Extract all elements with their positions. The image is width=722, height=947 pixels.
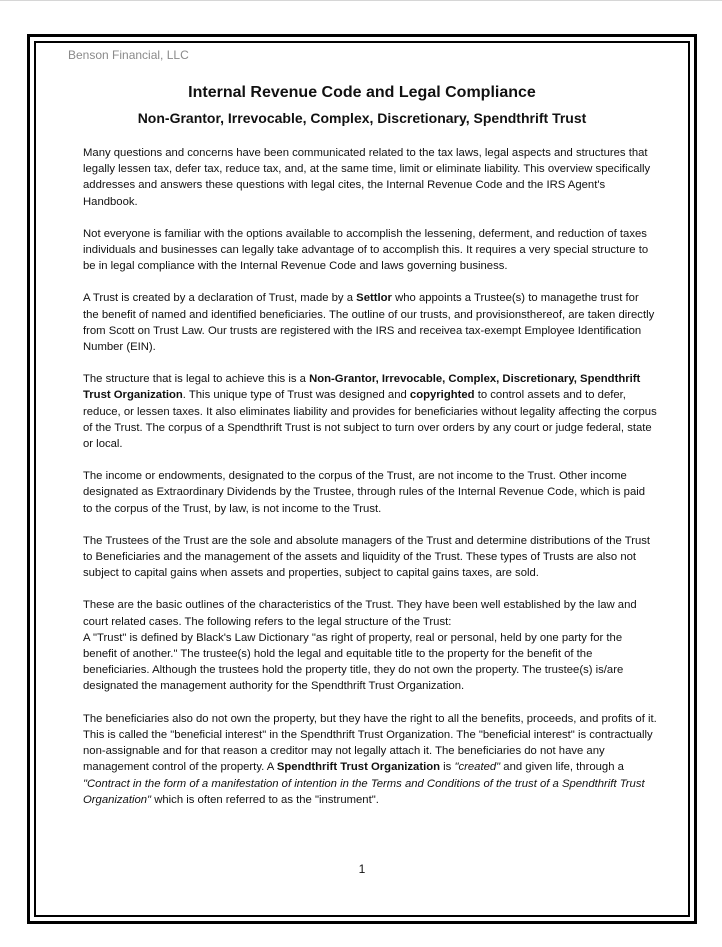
paragraph-income: The income or endowments, designated to the corpus of the Trust, are not income to the Trust. Other income designated as Extraordinary Dividends by the Trustee, through rules of the Internal Revenue Code, which is paid to the corpus of the Trust, by law, is not income to the Trust. [83, 470, 646, 515]
paragraph-beneficiaries: The beneficiaries also do not own the property, but they have the right to all the benefits, proceeds, and profits of it. This is called the "beneficial interest" in the Spendthrift Trust Organization. The "beneficial interest" is contractually non-assignable and for that reason a creditor may not legally attach it. The beneficiaries do not have any management control of the property. A Spendthrift Trust Organization is "created" and given life, through a "Contract in the form of a manifestation of intention in the Terms and Conditions of the trust of a Spendthrift Trust Organization" which is often referred to as the "instrument". [83, 712, 657, 806]
paragraph-characteristics: These are the basic outlines of the characteristics of the Trust. They have been well established by the law and court related cases. The following refers to the legal structure of the Trust: A "Trust" is defined by Black's Law Dictionary "as right of property, real or personal, held by one party for the benefit of another." The trustee(s) hold the legal and equitable title to the property for the benefit of the beneficiaries. Although the trustees hold the property title, they do not own the property. The trustee(s) is/are designated the management authority for the Spendthrift Trust Organization. [83, 599, 637, 693]
paragraph-trust-creation: A Trust is created by a declaration of Trust, made by a Settlor who appoints a Trustee(s) to managethe trust for the benefit of named and identified beneficiaries. The outline of our trusts, and provisionsthereof, are taken directly from Scott on Trust Law. Our trusts are registered with the IRS and receivea tax-exempt Employee Identification Number (EIN). [83, 292, 655, 354]
document-title: Internal Revenue Code and Legal Compliance [188, 84, 536, 101]
trust-type-term: Non-Grantor, Irrevocable, Complex, Discretionary, Spendthrift Trust Organization [83, 373, 641, 402]
document-body [83, 145, 657, 824]
paragraph-options: Not everyone is familiar with the options available to accomplish the lessening, deferment, and reduction of taxes individuals and businesses can legally take advantage of to accomplish this. It requires a very special structure to be in legal compliance with the Internal Revenue Code and laws governing business. [83, 227, 649, 273]
paragraph-intro: Many questions and concerns have been communicated related to the tax laws, legal aspects and structures that legally lessen tax, defer tax, reduce tax, and, at the same time, limit or eliminate liability. This overview specifically addresses and answers these questions with legal cites, the Internal Revenue Code and the IRS Agent's Handbook. [83, 147, 651, 208]
settlor-term: Settlor [356, 292, 392, 305]
contract-quote: "Contract in the form of a manifestation of intention in the Terms and Conditions of the trust of a Spendthrift Trust Organization" [83, 777, 645, 806]
company-name: Benson Financial, LLC [68, 48, 189, 62]
document-subtitle: Non-Grantor, Irrevocable, Complex, Discretionary, Spendthrift Trust [137, 110, 587, 126]
paragraph-trustees: The Trustees of the Trust are the sole and absolute managers of the Trust and determine distributions of the Trust to Beneficiaries and the management of the assets and liquidity of the Trust. These types of Trusts are also not subject to capital gains when assets and properties, subject to capital gains taxes, are sold. [83, 534, 651, 580]
spendthrift-term: Spendthrift Trust Organization [276, 761, 441, 774]
copyrighted-term: copyrighted [409, 389, 475, 402]
page-number: 1 [358, 862, 366, 876]
paragraph-structure: The structure that is legal to achieve this is a Non-Grantor, Irrevocable, Complex, Discretionary, Spendthrift Trust Organization. This unique type of Trust was designed and copyrighted to control assets and to defer, reduce, or lessen taxes. It also eliminates liability and provides for beneficiaries without legality affecting the corpus of the Trust. The corpus of a Spendthrift Trust is not subject to turn over orders by any court or judge federal, state or local. [83, 373, 657, 451]
top-divider [0, 0, 722, 5]
